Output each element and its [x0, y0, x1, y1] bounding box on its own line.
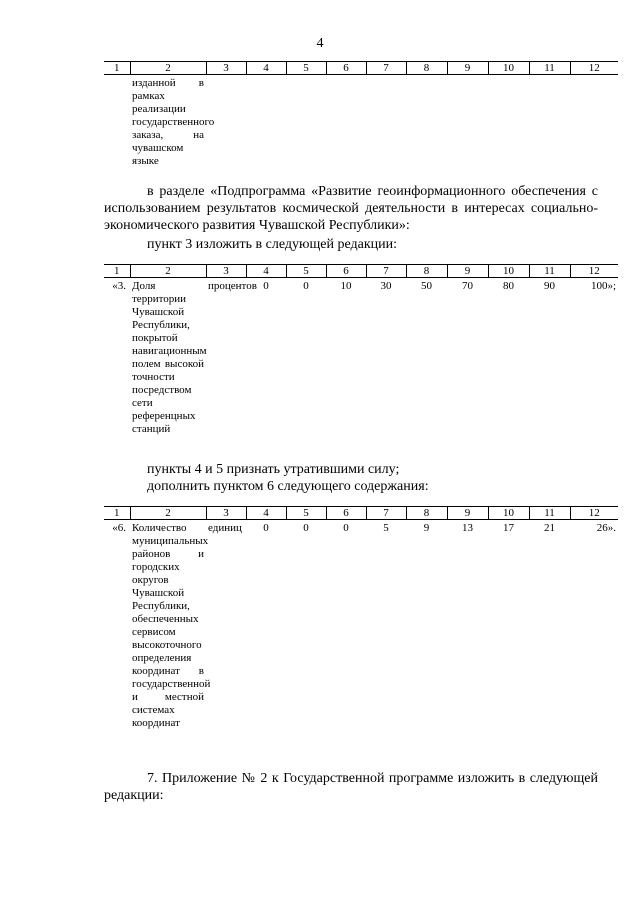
value-cell: 0 — [263, 280, 269, 292]
header-cell: 11 — [529, 507, 570, 520]
header-cell: 8 — [406, 62, 447, 75]
table-header-row — [104, 265, 618, 278]
value-cell: 50 — [421, 280, 432, 292]
value-cell: 80 — [503, 280, 514, 292]
header-cell: 6 — [326, 507, 366, 520]
table-row — [104, 278, 618, 437]
header-cell: 3 — [206, 265, 246, 278]
value-cell: 13 — [462, 522, 473, 534]
value-cell: 0 — [343, 522, 349, 534]
section-paragraph-7 — [104, 770, 598, 804]
header-cell: 3 — [206, 62, 246, 75]
header-cell: 8 — [406, 507, 447, 520]
value-cell — [570, 520, 618, 731]
header-cell: 2 — [130, 265, 206, 278]
paragraph-text: в разделе «Подпрограмма «Развитие геоинформационного обеспечения с использованием результатов космической деятельности в интересах социально-экономического развития Чувашской Республики»: — [104, 184, 598, 233]
header-cell: 9 — [447, 62, 488, 75]
header-cell: 12 — [570, 507, 618, 520]
header-cell: 4 — [246, 265, 286, 278]
header-cell: 11 — [529, 265, 570, 278]
header-cell: 6 — [326, 62, 366, 75]
header-cell: 1 — [104, 62, 130, 75]
value-text: 26». — [596, 522, 616, 534]
header-cell: 5 — [286, 62, 326, 75]
header-cell: 5 — [286, 507, 326, 520]
value-cell: 21 — [544, 522, 555, 534]
header-cell: 9 — [447, 507, 488, 520]
value-cell: 17 — [503, 522, 514, 534]
value-cell: 5 — [383, 522, 389, 534]
table-item-3 — [104, 264, 618, 436]
value-cell: 70 — [462, 280, 473, 292]
header-cell: 6 — [326, 265, 366, 278]
header-cell: 12 — [570, 265, 618, 278]
header-cell: 1 — [104, 265, 130, 278]
header-cell: 5 — [286, 265, 326, 278]
instruction-point-6: дополнить пунктом 6 следующего содержания: — [147, 479, 429, 494]
page-number: 4 — [316, 36, 324, 51]
header-cell: 2 — [130, 62, 206, 75]
table-continuation — [104, 61, 618, 168]
instruction-point-3: пункт 3 изложить в следующей редакции: — [147, 237, 397, 252]
indicator-name: Количество муниципальных районов и городских округов Чувашской Республики, обеспеченных сервисом высокоточного определения координат в государственной и местной системах координат — [132, 522, 211, 729]
unit-cell: единиц — [208, 522, 242, 534]
value-cell: 0 — [303, 522, 309, 534]
header-cell: 7 — [366, 62, 406, 75]
table-row — [104, 520, 618, 731]
header-cell: 10 — [488, 507, 529, 520]
header-cell: 4 — [246, 507, 286, 520]
value-cell: 90 — [544, 280, 555, 292]
table-item-6 — [104, 506, 618, 730]
header-cell: 10 — [488, 265, 529, 278]
table-header-row — [104, 507, 618, 520]
header-cell: 2 — [130, 507, 206, 520]
header-cell: 7 — [366, 265, 406, 278]
header-cell: 4 — [246, 62, 286, 75]
value-cell: 100»; — [590, 280, 616, 292]
indicator-name: изданной в рамках реализации государственного заказа, на чувашском языке — [132, 77, 215, 167]
unit-cell: процентов — [208, 280, 257, 292]
header-cell: 7 — [366, 507, 406, 520]
paragraph-text: 7. Приложение № 2 к Государственной программе изложить в следующей редакции: — [104, 771, 598, 803]
indicator-name: Доля территории Чувашской Республики, покрытой навигационным полем высокой точности посредством сети референцных станций — [132, 280, 207, 435]
value-cell: 0 — [263, 522, 269, 534]
table-header-row — [104, 62, 618, 75]
header-cell: 9 — [447, 265, 488, 278]
item-number: «6. — [112, 522, 126, 534]
table-row — [104, 75, 618, 169]
header-cell: 10 — [488, 62, 529, 75]
value-cell: 30 — [380, 280, 392, 292]
header-cell: 11 — [529, 62, 570, 75]
item-number: «3. — [112, 280, 126, 292]
value-cell: 10 — [340, 280, 352, 292]
header-cell: 1 — [104, 507, 130, 520]
value-cell: 0 — [303, 280, 309, 292]
section-paragraph — [104, 183, 598, 234]
value-cell: 9 — [423, 522, 430, 534]
header-cell: 12 — [570, 62, 618, 75]
header-cell: 3 — [206, 507, 246, 520]
instruction-points-4-5: пункты 4 и 5 признать утратившими силу; — [147, 462, 400, 477]
header-cell: 8 — [406, 265, 447, 278]
